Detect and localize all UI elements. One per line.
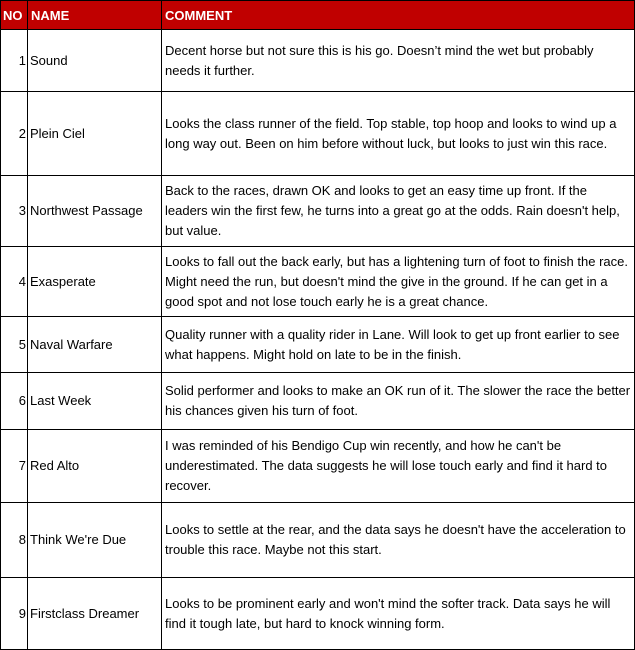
table-row bbox=[1, 30, 635, 92]
row-name: Think We're Due bbox=[28, 503, 162, 578]
header-comment: COMMENT bbox=[162, 1, 635, 30]
row-name: Plein Ciel bbox=[28, 92, 162, 176]
header-no: NO bbox=[1, 1, 28, 30]
row-name: Sound bbox=[28, 30, 162, 92]
table-row bbox=[1, 247, 635, 317]
row-no: 4 bbox=[1, 247, 28, 317]
table-row bbox=[1, 503, 635, 578]
row-name: Exasperate bbox=[28, 247, 162, 317]
row-no: 2 bbox=[1, 92, 28, 176]
header-name: NAME bbox=[28, 1, 162, 30]
row-comment: Looks to settle at the rear, and the data says he doesn't have the acceleration to trouble this race. Maybe not this start. bbox=[162, 503, 635, 578]
row-name: Red Alto bbox=[28, 430, 162, 503]
row-no: 3 bbox=[1, 176, 28, 247]
table-row bbox=[1, 373, 635, 430]
row-comment: I was reminded of his Bendigo Cup win recently, and how he can't be underestimated. The data suggests he will lose touch early and find it hard to recover. bbox=[162, 430, 635, 503]
row-name: Firstclass Dreamer bbox=[28, 578, 162, 650]
row-no: 8 bbox=[1, 503, 28, 578]
row-comment: Solid performer and looks to make an OK run of it. The slower the race the better his chances given his turn of foot. bbox=[162, 373, 635, 430]
table-row bbox=[1, 92, 635, 176]
row-comment: Looks the class runner of the field. Top stable, top hoop and looks to wind up a long way out. Been on him before without luck, but looks to just win this race. bbox=[162, 92, 635, 176]
row-no: 9 bbox=[1, 578, 28, 650]
row-name: Northwest Passage bbox=[28, 176, 162, 247]
table-row bbox=[1, 430, 635, 503]
row-no: 5 bbox=[1, 317, 28, 373]
row-name: Naval Warfare bbox=[28, 317, 162, 373]
table-row bbox=[1, 317, 635, 373]
row-comment: Looks to be prominent early and won't mind the softer track. Data says he will find it tough late, but hard to knock winning form. bbox=[162, 578, 635, 650]
row-comment: Decent horse but not sure this is his go. Doesn’t mind the wet but probably needs it further. bbox=[162, 30, 635, 92]
table-row bbox=[1, 176, 635, 247]
row-comment: Back to the races, drawn OK and looks to get an easy time up front. If the leaders win the first few, he turns into a great go at the odds. Rain doesn't help, but value. bbox=[162, 176, 635, 247]
row-no: 7 bbox=[1, 430, 28, 503]
row-no: 6 bbox=[1, 373, 28, 430]
header-row bbox=[1, 1, 635, 30]
row-no: 1 bbox=[1, 30, 28, 92]
row-name: Last Week bbox=[28, 373, 162, 430]
table-row bbox=[1, 578, 635, 650]
row-comment: Quality runner with a quality rider in Lane. Will look to get up front earlier to see what happens. Might hold on late to be in the finish. bbox=[162, 317, 635, 373]
row-comment: Looks to fall out the back early, but has a lightening turn of foot to finish the race. Might need the run, but doesn't mind the give in the ground. If he can get in a good spot and not lose touch early he is a great chance. bbox=[162, 247, 635, 317]
